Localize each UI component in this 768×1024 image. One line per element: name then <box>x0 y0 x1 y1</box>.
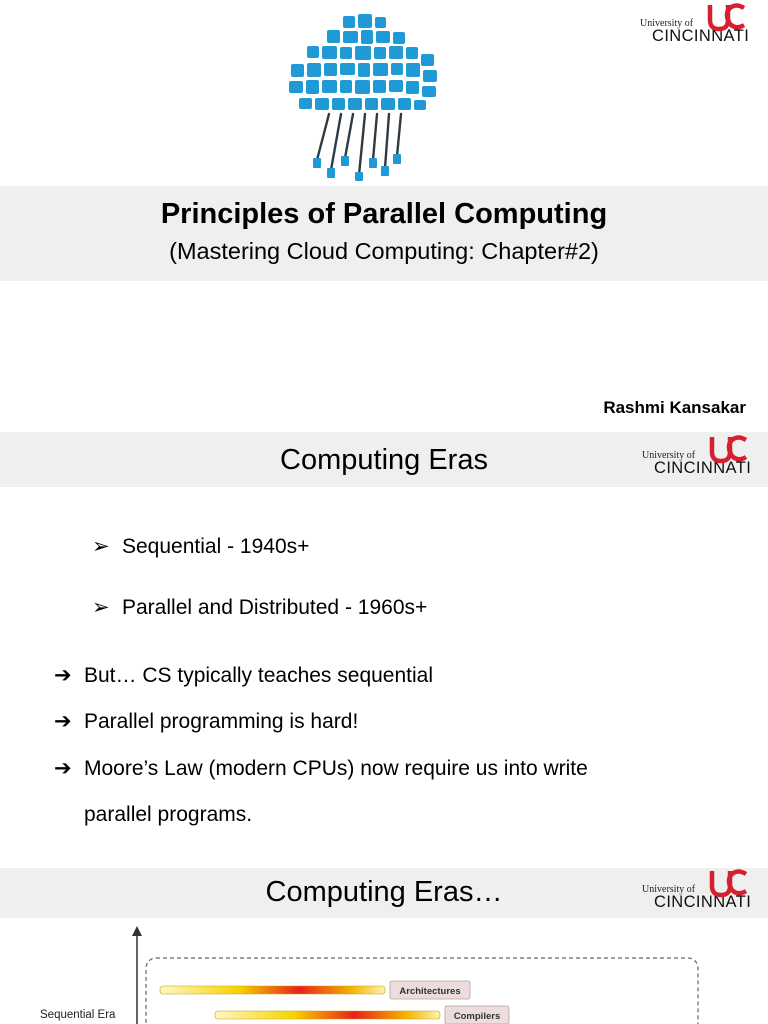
arrow-bullet-icon: ➔ <box>54 757 72 780</box>
architectures-bar <box>160 986 385 994</box>
era-label: Sequential Era <box>40 1009 116 1021</box>
uc-monogram-icon <box>708 868 750 898</box>
uc-monogram-icon <box>706 2 748 32</box>
author-name: Rashmi Kansakar <box>603 398 746 417</box>
university-logo: University of CINCINNATI <box>642 870 768 918</box>
architectures-label: Architectures <box>399 986 461 997</box>
list-item: ➢ Sequential - 1940s+ <box>92 535 310 558</box>
compilers-bar <box>215 1011 440 1019</box>
arrow-bullet-icon: ➔ <box>54 710 72 733</box>
list-item: ➔ Moore’s Law (modern CPUs) now require us into write <box>54 757 588 780</box>
slide-heading: Computing Eras <box>280 444 488 476</box>
arrowhead-bullet-icon: ➢ <box>92 535 110 558</box>
university-logo: University of CINCINNATI <box>642 436 768 484</box>
axis-arrow-icon <box>132 926 142 936</box>
eras-timeline-diagram <box>0 920 768 1024</box>
slide-subtitle: (Mastering Cloud Computing: Chapter#2) <box>169 238 599 264</box>
compilers-label: Compilers <box>453 1011 501 1022</box>
computing-eras-slide <box>0 432 768 850</box>
list-item-continuation: parallel programs. <box>84 803 253 826</box>
title-slide <box>0 0 768 425</box>
cloud-computing-icon <box>285 10 445 182</box>
list-item: ➢ Parallel and Distributed - 1960s+ <box>92 596 428 619</box>
computing-eras-diagram-slide <box>0 868 768 1024</box>
arrowhead-bullet-icon: ➢ <box>92 596 110 619</box>
arrow-bullet-icon: ➔ <box>54 664 72 687</box>
slide-title: Principles of Parallel Computing <box>160 198 608 230</box>
slide-heading: Computing Eras… <box>265 876 503 908</box>
uc-monogram-icon <box>708 434 750 464</box>
university-logo: University of CINCINNATI <box>640 4 768 52</box>
list-item: ➔ But… CS typically teaches sequential <box>54 664 434 687</box>
list-item: ➔ Parallel programming is hard! <box>54 710 359 733</box>
